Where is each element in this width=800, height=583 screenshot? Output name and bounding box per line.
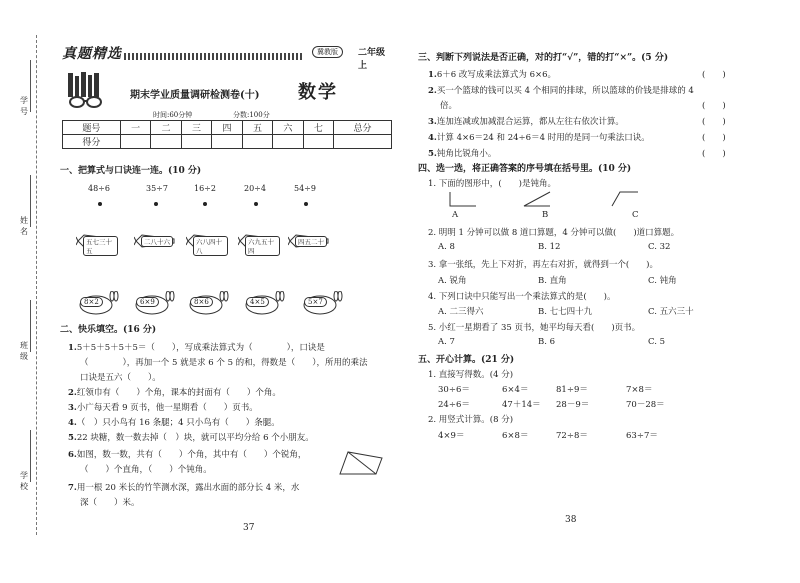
choice-option[interactable]: A. 锐角: [438, 276, 467, 286]
carrot-card[interactable]: [76, 233, 118, 255]
question-text: 计算 4×6＝24 和 24÷6＝4 时用的是同一句乘法口诀。: [436, 133, 650, 143]
carrot-label: 四五二十: [295, 236, 327, 247]
answer-slot[interactable]: ( ): [702, 133, 726, 143]
calc-item[interactable]: 30÷6＝: [438, 385, 470, 395]
judge-item[interactable]: [428, 147, 496, 159]
banner-title: 真题精选: [62, 46, 122, 62]
choice-option[interactable]: B. 直角: [538, 276, 567, 286]
question-line[interactable]: [68, 341, 325, 353]
choice-option[interactable]: A. 8: [438, 242, 455, 252]
question-number: 5.: [68, 433, 77, 443]
rabbit-label: 8×2: [80, 297, 103, 307]
left-page: [58, 0, 398, 583]
rabbit-label: 4×5: [246, 297, 269, 307]
calc-item[interactable]: 6×4＝: [502, 385, 529, 395]
question-number: 7.: [68, 483, 77, 493]
expression: 35÷7: [146, 184, 168, 193]
question-line[interactable]: [80, 356, 367, 368]
match-dot[interactable]: [98, 202, 102, 206]
judge-item[interactable]: [440, 99, 457, 111]
answer-slot[interactable]: ( ): [702, 101, 726, 111]
score-cell: 题号: [63, 121, 121, 135]
question-text: 5＋5＋5＋5＋5＝（ ），写成乘法算式为（ ），口诀是: [76, 343, 325, 353]
judge-item[interactable]: [428, 115, 624, 127]
choice-option[interactable]: A: [452, 210, 459, 220]
choice-option[interactable]: B. 七七四十九: [538, 307, 593, 317]
answer-slot[interactable]: ( ): [702, 149, 726, 159]
calc-item[interactable]: 72÷8＝: [556, 431, 588, 441]
calc-item[interactable]: 24÷6＝: [438, 400, 470, 410]
class-blank[interactable]: [30, 300, 31, 352]
rabbit-card[interactable]: [134, 291, 176, 315]
expression: 54÷9: [294, 184, 316, 193]
calc-item[interactable]: 7×8＝: [626, 385, 653, 395]
score-input-cell[interactable]: [120, 135, 150, 149]
choice-option[interactable]: C: [632, 210, 639, 220]
question-number: 1.: [68, 343, 77, 353]
score-cell: 六: [273, 121, 303, 135]
choice-option[interactable]: A. 7: [438, 337, 455, 347]
score-input-cell[interactable]: [273, 135, 303, 149]
angle-a-icon: [448, 190, 478, 208]
time-limit: 时间:60分钟: [153, 111, 193, 119]
carrot-label: 五七三十五: [83, 236, 118, 256]
score-cell: 二: [151, 121, 181, 135]
choice-option[interactable]: C. 32: [648, 242, 671, 252]
expression: 16÷2: [194, 184, 216, 193]
exam-title: 期末学业质量调研检测卷(十): [130, 90, 260, 101]
match-dot[interactable]: [304, 202, 308, 206]
score-input-cell[interactable]: [181, 135, 211, 149]
calc-item[interactable]: 63÷7＝: [626, 431, 658, 441]
score-cell: 七: [303, 121, 333, 135]
total-score: 分数:100分: [233, 111, 270, 119]
banner-stripe: [124, 53, 302, 60]
cut-line: [36, 35, 37, 535]
name-label: 姓名: [20, 216, 28, 236]
question-number: 6.: [68, 450, 77, 460]
match-dot[interactable]: [203, 202, 207, 206]
carrot-label: 六八四十八: [193, 236, 228, 256]
score-cell: 一: [120, 121, 150, 135]
score-cell: 总分: [334, 121, 392, 135]
question-line[interactable]: [68, 416, 280, 428]
student-id-blank[interactable]: [30, 60, 31, 112]
page-number: 38: [565, 515, 577, 525]
score-table: [62, 120, 392, 149]
score-input-cell[interactable]: [242, 135, 272, 149]
score-cell: 四: [212, 121, 242, 135]
choice-question[interactable]: 3. 拿一张纸，先上下对折，再左右对折，就得到一个( )。: [428, 260, 658, 270]
score-table-score-row: [63, 135, 392, 149]
judge-item[interactable]: [428, 131, 650, 143]
angle-figure-icon: [336, 448, 384, 478]
score-cell: 五: [242, 121, 272, 135]
calc-item[interactable]: 6×8＝: [502, 431, 529, 441]
score-cell: 得分: [63, 135, 121, 149]
question-number: 4.: [68, 418, 77, 428]
score-cell: 三: [181, 121, 211, 135]
carrot-label: 二八十六: [141, 236, 173, 247]
question-text: （ ）个直角，（ ）个钝角。: [80, 465, 212, 475]
section-1-title: 一、把算式与口诀连一连。(10 分): [60, 166, 202, 176]
choice-question[interactable]: 5. 小红一星期看了 35 页书，她平均每天看( )页书。: [428, 323, 641, 333]
choice-option[interactable]: B. 6: [538, 337, 556, 347]
question-text: （ ），再加一个 5 就是求 6 个 5 的和，得数是（ ），所用的乘法: [80, 358, 368, 368]
question-text: （ ）只小鸟有 16 条腿；4 只小鸟有（ ）条腿。: [76, 418, 280, 428]
binding-sidebar: [0, 0, 58, 583]
question-line[interactable]: [68, 481, 299, 493]
sub-question: 1. 直接写得数。(4 分): [428, 370, 514, 380]
subject-title: 数学: [298, 82, 338, 103]
score-input-cell[interactable]: [303, 135, 333, 149]
question-text: 6＋6 改写成乘法算式为 6×6。: [436, 70, 557, 80]
class-label: 班级: [20, 341, 28, 361]
choice-question[interactable]: 2. 明明 1 分钟可以做 8 道口算题，4 分钟可以做( )道口算题。: [428, 228, 680, 238]
question-line[interactable]: [68, 448, 306, 460]
page-number: 37: [243, 523, 255, 533]
carrot-card[interactable]: [238, 233, 280, 255]
question-text: 深（ ）米。: [80, 498, 140, 508]
question-text: 钝角比锐角小。: [436, 149, 497, 159]
judge-item[interactable]: [428, 84, 694, 96]
score-input-cell[interactable]: [151, 135, 181, 149]
calc-item[interactable]: 70－28＝: [626, 400, 665, 410]
grade-label: 二年级上: [358, 48, 386, 71]
choice-question[interactable]: 1. 下面的图形中，( )是钝角。: [428, 179, 556, 189]
expression: 20÷4: [244, 184, 266, 193]
question-text: 用一根 20 米长的竹竿测水深，露出水面的部分长 4 米，水: [76, 483, 300, 493]
question-line[interactable]: [68, 386, 281, 398]
calc-item[interactable]: 28－9＝: [556, 400, 590, 410]
choice-option[interactable]: C. 钝角: [648, 276, 677, 286]
answer-slot[interactable]: ( ): [702, 117, 726, 127]
angle-c-icon: [610, 190, 640, 208]
angle-b-icon: [522, 190, 552, 208]
carrot-card[interactable]: [288, 233, 330, 249]
rabbit-card[interactable]: [188, 291, 230, 315]
rabbit-label: 8×6: [190, 297, 213, 307]
question-line[interactable]: [68, 401, 258, 413]
name-blank[interactable]: [30, 175, 31, 227]
match-dot[interactable]: [154, 202, 158, 206]
sub-question: 2. 用竖式计算。(8 分): [428, 415, 514, 425]
question-text: 如图，数一数，共有（ ）个角，其中有（ ）个锐角，: [76, 450, 307, 460]
question-number: 3.: [428, 117, 437, 127]
section-3-title: 三、判断下列说法是否正确，对的打“√”，错的打“×”。(5 分): [418, 53, 669, 63]
match-dot[interactable]: [254, 202, 258, 206]
calc-item[interactable]: 81÷9＝: [556, 385, 588, 395]
choice-option[interactable]: C. 5: [648, 337, 666, 347]
question-line[interactable]: [80, 463, 212, 475]
score-input-cell[interactable]: [334, 135, 392, 149]
question-text: 口诀是五六（ ）。: [80, 373, 161, 383]
rabbit-card[interactable]: [244, 291, 286, 315]
question-text: 小广每天看 9 页书，他一星期看（ ）页书。: [76, 403, 258, 413]
rabbit-label: 6×9: [136, 297, 159, 307]
answer-slot[interactable]: ( ): [702, 70, 726, 80]
school-blank[interactable]: [30, 430, 31, 482]
choice-option[interactable]: B: [542, 210, 549, 220]
question-line[interactable]: [80, 496, 140, 508]
question-text: 买一个篮球的钱可以买 4 个相同的排球，所以篮球的价钱是排球的 4: [436, 86, 694, 96]
choice-option[interactable]: B. 12: [538, 242, 561, 252]
question-number: 5.: [428, 149, 437, 159]
question-line[interactable]: [68, 431, 314, 443]
question-text: 红领巾有（ ）个角，课本的封面有（ ）个角。: [76, 388, 281, 398]
score-table-header-row: [63, 121, 392, 135]
section-2-title: 二、快乐填空。(16 分): [60, 325, 157, 335]
score-input-cell[interactable]: [212, 135, 242, 149]
school-label: 学校: [20, 471, 28, 491]
question-number: 2.: [68, 388, 77, 398]
expression: 48÷6: [88, 184, 110, 193]
section-5-title: 五、开心计算。(21 分): [418, 355, 515, 365]
calc-item[interactable]: 47＋14＝: [502, 400, 541, 410]
carrot-card[interactable]: [134, 233, 176, 249]
choice-option[interactable]: A. 二三得六: [438, 307, 484, 317]
question-text: 倍。: [440, 101, 458, 111]
rabbit-label: 5×7: [304, 297, 327, 307]
choice-question[interactable]: 4. 下列口诀中只能写出一个乘法算式的是( )。: [428, 292, 616, 302]
question-line[interactable]: [80, 371, 161, 383]
right-page: [410, 0, 785, 583]
header-banner: [62, 43, 392, 71]
question-number: 4.: [428, 133, 437, 143]
section-4-title: 四、选一选，将正确答案的序号填在括号里。(10 分): [418, 164, 632, 174]
rabbit-card[interactable]: [302, 291, 344, 315]
publisher-badge: 冀教版: [312, 46, 343, 58]
judge-item[interactable]: [428, 68, 556, 80]
calc-item[interactable]: 4×9＝: [438, 431, 465, 441]
question-text: 22 块糖，数一数去掉（ ）块，就可以平均分给 6 个小朋友。: [76, 433, 314, 443]
books-glasses-icon: [66, 71, 106, 109]
question-number: 3.: [68, 403, 77, 413]
carrot-card[interactable]: [186, 233, 228, 255]
question-text: 连加连减或加减混合运算，都从左往右依次计算。: [436, 117, 624, 127]
carrot-label: 六九五十四: [245, 236, 280, 256]
choice-option[interactable]: C. 五六三十: [648, 307, 694, 317]
question-number: 1.: [428, 70, 437, 80]
question-number: 2.: [428, 86, 437, 96]
student-id-label: 学号: [20, 96, 28, 116]
rabbit-card[interactable]: [78, 291, 120, 315]
